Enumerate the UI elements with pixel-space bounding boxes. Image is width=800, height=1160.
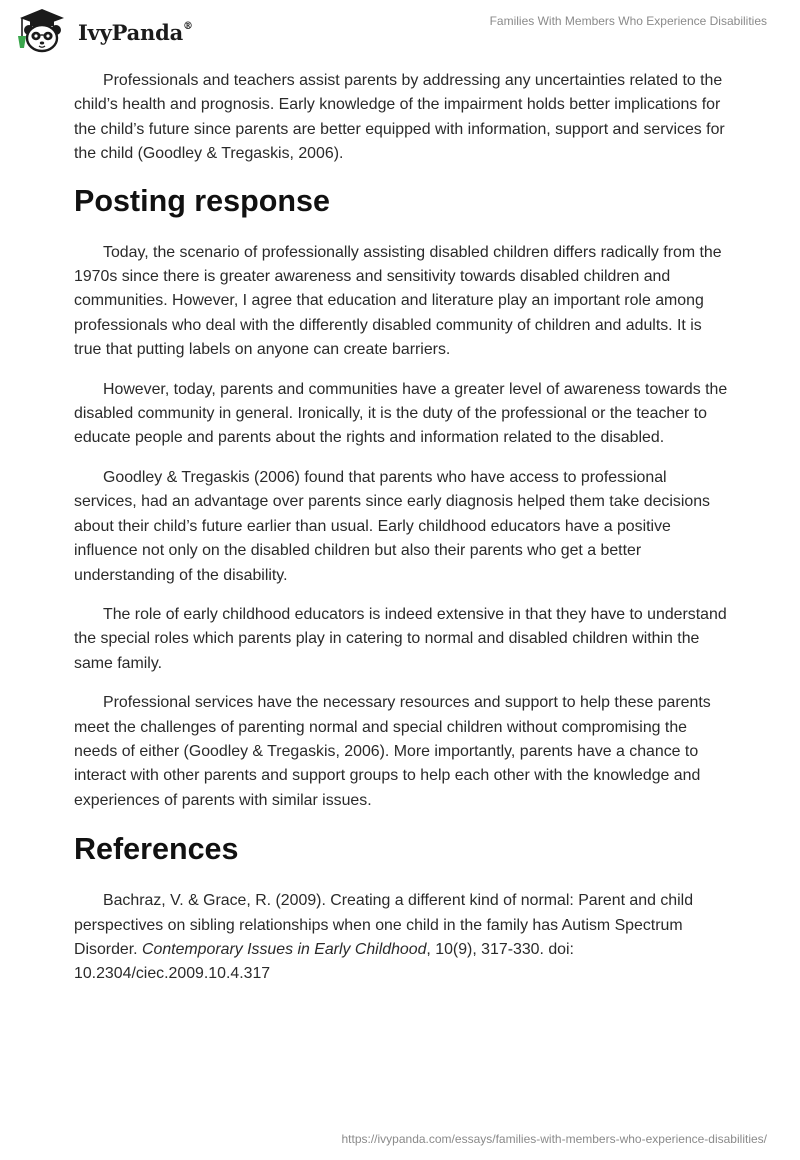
brand-name[interactable] — [78, 20, 193, 45]
document-title: Families With Members Who Experience Disabilities — [489, 14, 767, 28]
reference-entry — [74, 889, 730, 987]
reference-authors-title: Bachraz, V. & Grace, R. (2009). Creating a different kind of normal: Parent and child perspectives on sibling relationships when one child in the family has Autism Spectrum Disorder. — [74, 892, 694, 958]
page-header — [0, 0, 800, 64]
reference-journal: Contemporary Issues in Early Childhood — [142, 940, 427, 958]
posting-paragraph: Professional services have the necessary resources and support to help these parents meet the challenges of parenting normal and special children without compromising the needs of either (Goodley & Tregaskis, 2006). More importantly, parents have a chance to interact with other parents and support groups to help each other with the knowledge and experiences of parents with similar issues. — [74, 694, 711, 809]
posting-paragraph: Goodley & Tregaskis (2006) found that parents who have access to professional services, had an advantage over parents since early diagnosis helped them take decisions about their child’s future earlier than usual. Early childhood educators have a positive influence not only on the disabled children but also their parents who get a better understanding of the disability. — [74, 468, 711, 584]
essay-content — [74, 69, 730, 1002]
registered-mark: ® — [183, 20, 193, 32]
ivypanda-logo[interactable] — [14, 6, 193, 54]
posting-response-heading: Posting response — [74, 183, 330, 218]
posting-paragraph: The role of early childhood educators is indeed extensive in that they have to understand the special roles which parents play in catering to normal and disabled children within the same family. — [74, 605, 727, 672]
reference-details: , 10(9), 317-330. doi: 10.2304/ciec.2009.10.4.317 — [74, 940, 574, 983]
source-url[interactable]: https://ivypanda.com/essays/families-with-members-who-experience-disabilities/ — [341, 1132, 767, 1146]
posting-paragraph: However, today, parents and communities have a greater level of awareness towards the disabled community in general. Ironically, it is the duty of the professional or the teacher to educate people and parents about the rights and information related to the disabled. — [74, 380, 728, 447]
references-heading: References — [74, 832, 239, 867]
posting-paragraph: Today, the scenario of professionally assisting disabled children differs radically from the 1970s since there is greater awareness and sensitivity towards disabled children and communities. However, I agree that education and literature play an important role among professionals who deal with the differently disabled community of children and adults. It is true that putting labels on anyone can create barriers. — [74, 243, 722, 359]
intro-paragraph: Professionals and teachers assist parents by addressing any uncertainties related to the child’s health and prognosis. Early knowledge of the impairment holds better implications for the child’s future since parents are better equipped with information, support and services for the child (Goodley & Tregaskis, 2006). — [74, 72, 725, 163]
brand-text: IvyPanda — [78, 19, 184, 45]
panda-graduate-icon — [14, 6, 72, 54]
